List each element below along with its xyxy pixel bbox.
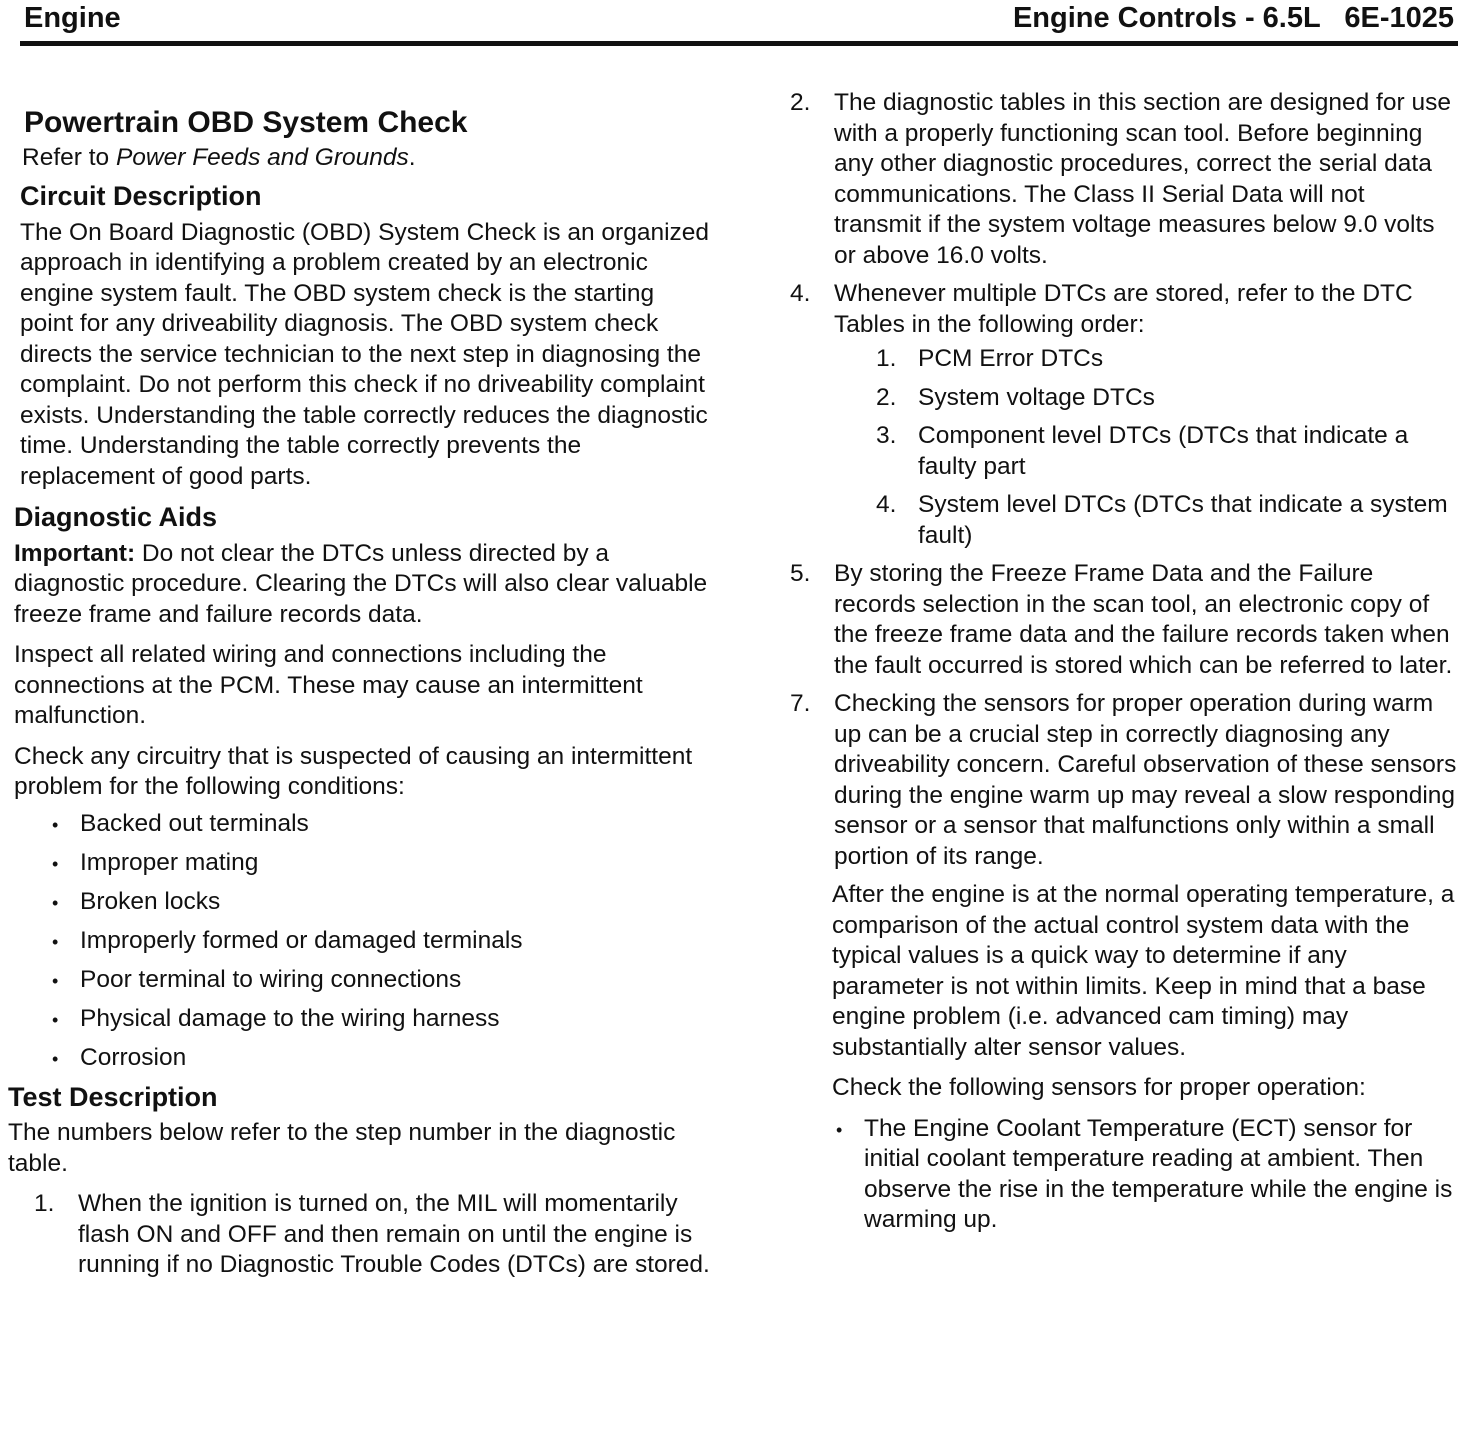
- order-item: [876, 490, 1458, 551]
- test-description-heading: Test Description: [8, 1081, 218, 1112]
- list-item: • Backed out terminals: [14, 809, 714, 840]
- sensor-list: [790, 1114, 1458, 1236]
- circuit-description-heading: Circuit Description: [20, 181, 262, 211]
- list-item: • Broken locks: [14, 887, 714, 918]
- ref-link[interactable]: Power Feeds and Grounds: [115, 143, 409, 171]
- left-column: [8, 84, 714, 1289]
- important-label: Important:: [14, 539, 136, 567]
- order-item-number: 2.: [876, 383, 897, 411]
- step-1-number: 1.: [34, 1190, 55, 1217]
- step-7-text: Checking the sensors for proper operation during warm up can be a crucial step in correctly diagnosing any driveability concern. Careful observation of these sensors during the engine warm up may reveal a slow responding sensor or a sensor that malfunctions only within a small portion of its range.: [834, 690, 1457, 870]
- test-intro: The numbers below refer to the step number in the diagnostic table.: [8, 1119, 676, 1177]
- step-1-text: When the ignition is turned on, the MIL will momentarily flash ON and OFF and then remain on until the engine is running if no Diagnostic Trouble Codes (DTCs) are stored.: [78, 1190, 710, 1278]
- list-item: • Corrosion: [14, 1043, 714, 1074]
- step-2-number: 2.: [790, 89, 811, 116]
- header-rule: [20, 41, 1458, 46]
- ref-suffix: .: [408, 143, 416, 171]
- step-7-number: 7.: [790, 690, 811, 717]
- step-1: [34, 1189, 714, 1281]
- conditions-list: [14, 809, 714, 1074]
- ref-prefix: Refer to: [22, 143, 116, 171]
- list-item: • The Engine Coolant Temperature (ECT) sensor for initial coolant temperature reading at ambient. Then observe the rise in the temperature while the engine is warming up.: [790, 1114, 1458, 1236]
- order-item-text: System voltage DTCs: [918, 383, 1155, 411]
- order-item: [876, 421, 1458, 482]
- step-2: [790, 88, 1458, 271]
- order-item: [876, 383, 1458, 414]
- important-note: [14, 539, 714, 631]
- circuit-description-text: The On Board Diagnostic (OBD) System Check is an organized approach in identifying a problem created by an electronic engine system fault. The OBD system check is the starting point for any driveability diagnosis. The OBD system check directs the service technician to the next step in diagnosing the complaint. Do not perform this check if no driveability complaint exists. Understanding the table correctly reduces the diagnostic time. Understanding the table correctly prevents the replacement of good parts.: [20, 218, 710, 490]
- diagnostic-aids-heading: Diagnostic Aids: [14, 502, 218, 532]
- list-item: • Improper mating: [14, 848, 714, 879]
- order-item-number: 1.: [876, 345, 897, 372]
- header-page-title: Engine Controls - 6.5L 6E-1025: [1012, 2, 1454, 34]
- step-5-number: 5.: [790, 560, 811, 587]
- step-5: [790, 559, 1458, 681]
- list-item: • Poor terminal to wiring connections: [14, 965, 714, 996]
- page-title: Powertrain OBD System Check: [24, 106, 468, 139]
- step-4-text: Whenever multiple DTCs are stored, refer to the DTC Tables in the following order:: [834, 280, 1413, 338]
- order-item-text: PCM Error DTCs: [918, 345, 1104, 372]
- list-item: • Physical damage to the wiring harness: [14, 1004, 714, 1035]
- order-item-text: Component level DTCs (DTCs that indicate a faulty part: [918, 422, 1409, 480]
- order-item-number: 4.: [876, 491, 897, 518]
- check-text: Check any circuitry that is suspected of causing an intermittent problem for the following conditions:: [14, 742, 693, 800]
- step-5-text: By storing the Freeze Frame Data and the Failure records selection in the scan tool, an electronic copy of the freeze frame data and the failure records taken when the fault occurred is stored which can be referred to later.: [834, 560, 1453, 679]
- order-item-text: System level DTCs (DTCs that indicate a system fault): [918, 491, 1448, 549]
- list-item: • Improperly formed or damaged terminals: [14, 926, 714, 957]
- check-sensors-text: Check the following sensors for proper operation:: [832, 1074, 1366, 1101]
- right-column: [790, 88, 1458, 1236]
- inspect-text: Inspect all related wiring and connections including the connections at the PCM. These may cause an intermittent malfunction.: [14, 641, 643, 729]
- step-7: [790, 689, 1458, 872]
- header-section-title: Engine: [24, 2, 121, 34]
- important-text: Do not clear the DTCs unless directed by a diagnostic procedure. Clearing the DTCs will also clear valuable freeze frame and failure records data.: [14, 539, 708, 628]
- step-4: [790, 279, 1458, 340]
- step-2-text: The diagnostic tables in this section are designed for use with a properly functioning scan tool. Before beginning any other diagnostic procedures, correct the serial data communications. The Class II Serial Data will not transmit if the system voltage measures below 9.0 volts or above 16.0 volts.: [834, 89, 1451, 269]
- order-item: [876, 344, 1458, 375]
- after-text: After the engine is at the normal operating temperature, a comparison of the actual control system data with the typical values is a quick way to determine if any parameter is not within limits. Keep in mind that a base engine problem (i.e. advanced cam timing) may substantially alter sensor values.: [832, 881, 1455, 1061]
- reference-line: [22, 143, 714, 174]
- order-item-number: 3.: [876, 422, 897, 449]
- step-4-number: 4.: [790, 280, 811, 307]
